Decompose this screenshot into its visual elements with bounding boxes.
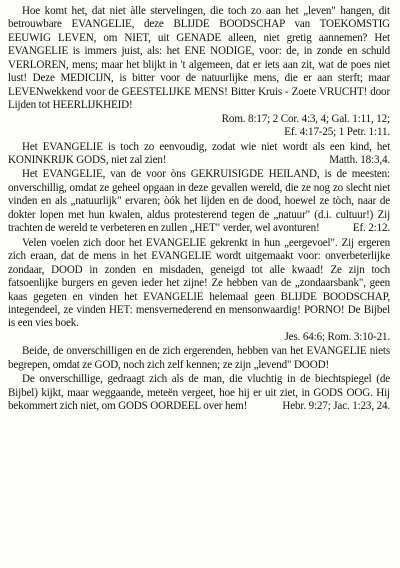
paragraph-2-text: Het EVANGELIE is toch zo eenvoudig, zodat wie niet wordt als een kind, het KONINKRIJK GODS, niet zal zien! [8, 140, 390, 166]
paragraph-2-reference: Matth. 18:3,4. [329, 153, 390, 166]
paragraph-1-reference-line-2: Ef. 4:17-25; 1 Petr. 1:11. [284, 126, 390, 139]
paragraph-3-reference: Ef. 2:12. [352, 222, 390, 235]
paragraph-3 [8, 168, 390, 235]
paragraph-1-text: Hoe komt het, dat niet àlle stervelingen, die toch zo aan het „leven" hangen, dit betrouwbare EVANGELIE, deze BLIJDE BOODSCHAP van TOEKOMSTIG EEUWIG LEVEN, om NIET, uit GENADE alleen, niet gretig aannemen? Het EVANGELIE is immers juist, als: het ENE NODIGE, voor: de, in zonde en schuld VERLOREN, mens; maar het blijkt in 't algemeen, dat er iets aan zit, wat de poes niet lust! Deze MEDICIJN, is bitter voor de natuurlijke mens, die er aan sterft; maar LEVENwekkend voor de GEESTELIJKE MENS! Bitter Kruis - Zoete VRUCHT! door Lijden tot HEERLIJKHEID! [8, 5, 390, 112]
paragraph-5 [8, 345, 390, 372]
paragraph-4 [8, 237, 390, 345]
paragraph-5-text: Beide, de onverschilligen en de zich ergerenden, hebben van het EVANGELIE niets begrepen, omdat ze GOD, noch zich zelf kennen; ze zijn „levend" DOOD! [8, 345, 390, 371]
paragraph-3-text: Het EVANGELIE, van de voor òns GEKRUISIGDE HEILAND, is de meesten: onverschillig, omdat ze geheel opgaan in deze gevallen wereld, die ze nog zo slecht niet vinden en als „natuurlijk" ervaren; òók het lijden en de dood, hoewel ze tòch, naar de dokter lopen met hun kwalen, aldus protesterend tegen de „natuur" (d.i. cultuur!) Zij trachten de wereld te verbeteren en zullen „HET" verder, wel avonturen! [8, 168, 390, 235]
paragraph-1 [8, 5, 390, 140]
paragraph-6-reference: Hebr. 9:27; Jac. 1:23, 24. [282, 400, 390, 413]
paragraph-6-text: De onverschillige, gedraagt zich als de man, die vluchtig in de biechtspiegel (de Bijbel) kijkt, maar weggaande, meteën vergeet, hoe hij er uit ziet, in GODS OOG. Hij bekommert zich niet, om GODS OORDEEL over hem! [8, 373, 390, 413]
paragraph-6 [8, 373, 390, 413]
paragraph-2 [8, 141, 390, 168]
paragraph-4-reference: Jes. 64:6; Rom. 3:10-21. [284, 330, 390, 343]
paragraph-4-text: Velen voelen zich door het EVANGELIE gekrenkt in hun „eergevoel". Zij ergeren zich eraan, dat de mens in het EVANGELIE wordt uitgemaakt voor: onverbeterlijke zondaar, DOOD in zonden en misdaden, geneigd tot alle kwaad! Ze zijn toch fatsoenlijke burgers en geven ieder het zijne! Ze hebben van de „zondaarsbank", geen kaas gegeten en vinden het EVANGELIE helemaal geen BLIJDE BOODSCHAP, integendeel, ze vinden HET: mensvernederend en mensonwaardig! PORNO! De Bijbel is een vies boek. [8, 236, 390, 330]
paragraph-1-reference-line-1: Rom. 8:17; 2 Cor. 4:3, 4; Gal. 1:11, 12; [221, 112, 390, 125]
